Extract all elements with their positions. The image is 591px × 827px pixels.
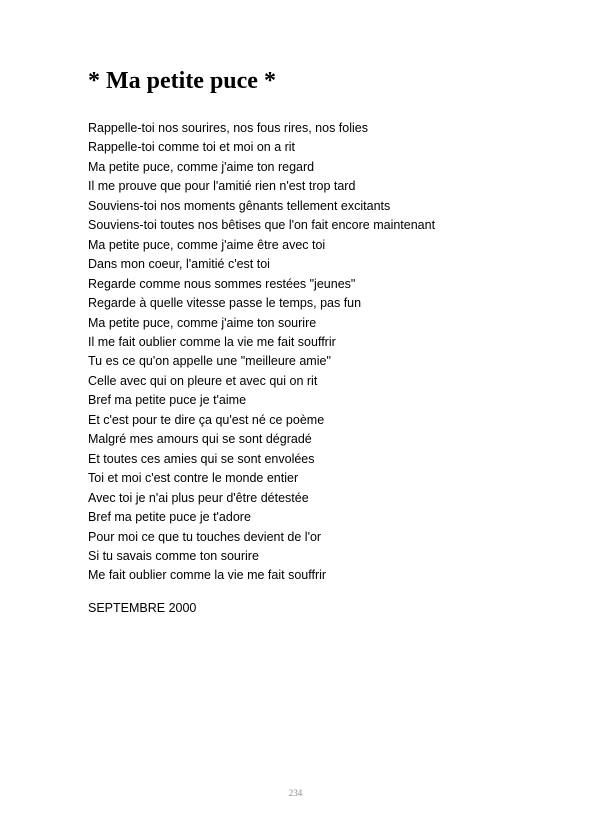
poem-line: Et toutes ces amies qui se sont envolées	[88, 451, 315, 466]
poem-line: Et c'est pour te dire ça qu'est né ce poème	[88, 412, 325, 427]
poem-line: Rappelle-toi comme toi et moi on a rit	[88, 140, 296, 155]
poem-line: Malgré mes amours qui se sont dégradé	[88, 432, 312, 447]
poem-line: Toi et moi c'est contre le monde entier	[88, 471, 299, 486]
poem-line: Il me fait oublier comme la vie me fait souffrir	[88, 334, 336, 349]
poem-line: Si tu savais comme ton sourire	[88, 548, 259, 563]
poem-line: Ma petite puce, comme j'aime être avec toi	[88, 237, 326, 252]
poem-line: Tu es ce qu'on appelle une "meilleure amie"	[88, 354, 331, 369]
poem-line: Me fait oublier comme la vie me fait souffrir	[88, 568, 327, 583]
poem-line: Celle avec qui on pleure et avec qui on rit	[88, 373, 318, 388]
poem-date: SEPTEMBRE 2000	[88, 601, 197, 615]
poem-line: Avec toi je n'ai plus peur d'être détestée	[88, 490, 309, 505]
poem-line: Il me prouve que pour l'amitié rien n'est trop tard	[88, 179, 356, 194]
poem-line: Regarde comme nous sommes restées "jeunes"	[88, 276, 356, 291]
poem-line: Ma petite puce, comme j'aime ton sourire	[88, 315, 317, 330]
poem-line: Souviens-toi toutes nos bêtises que l'on fait encore maintenant	[88, 218, 436, 233]
poem-line: Souviens-toi nos moments gênants tellement excitants	[88, 198, 391, 213]
poem-line: Bref ma petite puce je t'adore	[88, 510, 251, 525]
poem-line: Dans mon coeur, l'amitié c'est toi	[88, 257, 270, 272]
poem-line: Pour moi ce que tu touches devient de l'or	[88, 529, 322, 544]
poem-line: Rappelle-toi nos sourires, nos fous rires, nos folies	[88, 121, 368, 135]
poem-title: * Ma petite puce *	[88, 68, 276, 94]
poem-line: Ma petite puce, comme j'aime ton regard	[88, 159, 315, 174]
poem-line: Bref ma petite puce je t'aime	[88, 393, 247, 408]
poem-line: Regarde à quelle vitesse passe le temps, pas fun	[88, 296, 362, 311]
poem-body	[88, 119, 435, 586]
page-number: 234	[288, 788, 303, 798]
